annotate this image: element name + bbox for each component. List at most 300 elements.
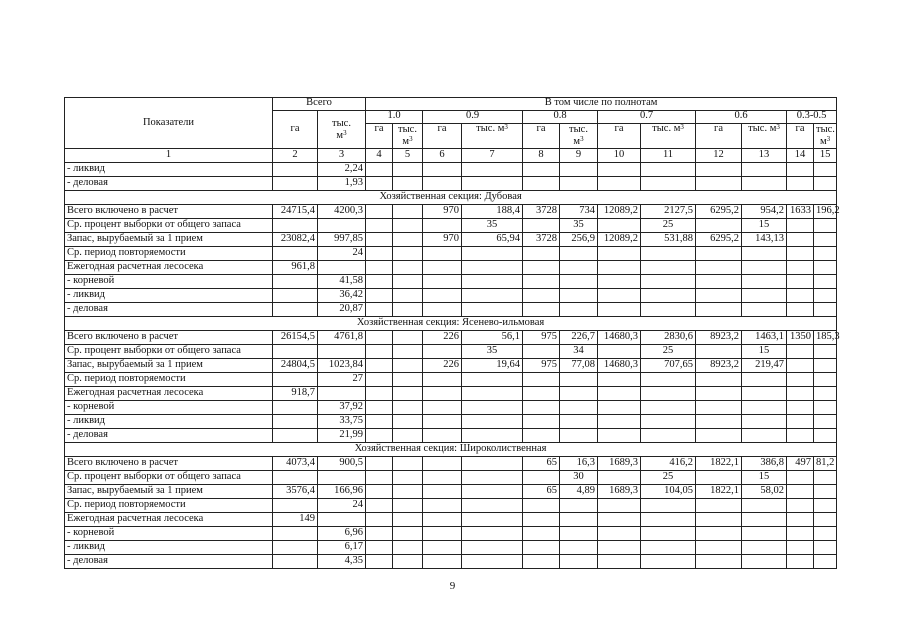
- header-volume: тыс. $м^3$: [560, 124, 598, 149]
- table-cell: [641, 275, 696, 289]
- table-cell: [641, 401, 696, 415]
- table-cell: [696, 345, 742, 359]
- table-cell: 15: [742, 471, 787, 485]
- table-cell: 4,35: [318, 555, 366, 569]
- table-cell: [273, 177, 318, 191]
- table-cell: [523, 289, 560, 303]
- table-cell: [366, 163, 393, 177]
- table-cell: [366, 345, 393, 359]
- table-row: [65, 289, 837, 303]
- table-cell: [787, 219, 814, 233]
- table-cell: [318, 471, 366, 485]
- row-label: - ликвид: [65, 163, 273, 177]
- table-cell: 33,75: [318, 415, 366, 429]
- row-label: - ликвид: [65, 289, 273, 303]
- table-cell: [787, 275, 814, 289]
- table-cell: [366, 485, 393, 499]
- table-cell: [462, 429, 523, 443]
- table-cell: [787, 415, 814, 429]
- column-number: 11: [641, 149, 696, 163]
- section-header-row: [65, 317, 837, 331]
- table-cell: 954,2: [742, 205, 787, 219]
- header-ha: га: [366, 124, 393, 149]
- table-cell: 386,8: [742, 457, 787, 471]
- table-cell: 16,3: [560, 457, 598, 471]
- table-cell: [814, 429, 837, 443]
- row-label: - корневой: [65, 401, 273, 415]
- header-density-2: 0.9: [423, 111, 523, 124]
- table-cell: 1,93: [318, 177, 366, 191]
- row-label: Ежегодная расчетная лесосека: [65, 387, 273, 401]
- row-label: Ср. период повторяемости: [65, 373, 273, 387]
- table-cell: [696, 289, 742, 303]
- column-number: 13: [742, 149, 787, 163]
- row-label: - ликвид: [65, 415, 273, 429]
- table-cell: [641, 513, 696, 527]
- table-cell: [393, 541, 423, 555]
- table-row: [65, 331, 837, 345]
- table-cell: [814, 219, 837, 233]
- table-cell: [696, 163, 742, 177]
- table-cell: 24: [318, 499, 366, 513]
- table-cell: [423, 247, 462, 261]
- table-cell: [641, 429, 696, 443]
- table-cell: [366, 541, 393, 555]
- table-cell: 21,99: [318, 429, 366, 443]
- table-cell: [814, 247, 837, 261]
- table-cell: [814, 261, 837, 275]
- table-cell: [393, 163, 423, 177]
- table-cell: [814, 499, 837, 513]
- section-header-row: [65, 191, 837, 205]
- table-cell: [393, 205, 423, 219]
- table-cell: [598, 261, 641, 275]
- table-cell: 1822,1: [696, 485, 742, 499]
- table-cell: [523, 247, 560, 261]
- table-cell: [787, 261, 814, 275]
- table-cell: 188,4: [462, 205, 523, 219]
- section-header-row: [65, 443, 837, 457]
- table-cell: [462, 401, 523, 415]
- table-cell: [393, 387, 423, 401]
- table-cell: [523, 471, 560, 485]
- table-row: [65, 555, 837, 569]
- table-cell: [366, 401, 393, 415]
- table-cell: [318, 387, 366, 401]
- table-cell: 8923,2: [696, 331, 742, 345]
- table-cell: [641, 415, 696, 429]
- table-cell: 34: [560, 345, 598, 359]
- table-cell: [523, 541, 560, 555]
- table-cell: [393, 471, 423, 485]
- table-cell: [462, 527, 523, 541]
- header-ha: га: [598, 124, 641, 149]
- table-cell: [598, 289, 641, 303]
- row-label: Ежегодная расчетная лесосека: [65, 261, 273, 275]
- table-cell: [560, 527, 598, 541]
- table-cell: [560, 541, 598, 555]
- table-cell: [366, 527, 393, 541]
- table-cell: [560, 247, 598, 261]
- header-ha: га: [787, 124, 814, 149]
- table-cell: [560, 177, 598, 191]
- table-cell: [423, 415, 462, 429]
- table-cell: [366, 219, 393, 233]
- table-cell: 707,65: [641, 359, 696, 373]
- page-number: 9: [449, 580, 456, 592]
- section-title: Хозяйственная секция: Широколиственная: [65, 443, 837, 457]
- header-by-density: В том числе по полнотам: [366, 98, 837, 111]
- table-cell: [814, 555, 837, 569]
- table-cell: 25: [641, 219, 696, 233]
- row-label: - деловая: [65, 303, 273, 317]
- table-cell: [641, 499, 696, 513]
- table-cell: [742, 555, 787, 569]
- row-label: - деловая: [65, 555, 273, 569]
- table-cell: [696, 401, 742, 415]
- table-cell: 975: [523, 331, 560, 345]
- table-cell: [787, 359, 814, 373]
- table-cell: [366, 373, 393, 387]
- table-cell: [273, 471, 318, 485]
- table-cell: [366, 331, 393, 345]
- table-row: [65, 457, 837, 471]
- table-cell: 6295,2: [696, 233, 742, 247]
- header-density-5: 0.6: [696, 111, 787, 124]
- header-volume: тыс. $м^3$: [814, 124, 837, 149]
- header-volume: тыс. $м^3$: [462, 124, 523, 149]
- table-cell: [423, 401, 462, 415]
- table-cell: [641, 247, 696, 261]
- table-cell: [814, 471, 837, 485]
- table-cell: [560, 387, 598, 401]
- table-cell: 3728: [523, 205, 560, 219]
- table-cell: [814, 289, 837, 303]
- table-cell: [787, 401, 814, 415]
- table-cell: [423, 429, 462, 443]
- table-cell: 65,94: [462, 233, 523, 247]
- table-cell: 918,7: [273, 387, 318, 401]
- column-number: 1: [65, 149, 273, 163]
- table-cell: 6,96: [318, 527, 366, 541]
- table-cell: [598, 373, 641, 387]
- table-cell: [696, 177, 742, 191]
- table-cell: 531,88: [641, 233, 696, 247]
- table-body: [65, 97, 840, 569]
- table-cell: 25: [641, 345, 696, 359]
- column-number: 4: [366, 149, 393, 163]
- row-label: Всего включено в расчет: [65, 457, 273, 471]
- table-cell: [814, 541, 837, 555]
- table-cell: [393, 345, 423, 359]
- table-cell: 8923,2: [696, 359, 742, 373]
- table-cell: [598, 527, 641, 541]
- table-cell: [787, 177, 814, 191]
- table-cell: [641, 527, 696, 541]
- row-label: Ср. период повторяемости: [65, 499, 273, 513]
- table-cell: [273, 527, 318, 541]
- header-row-1: [65, 98, 837, 111]
- table-cell: 65: [523, 457, 560, 471]
- table-cell: [273, 415, 318, 429]
- table-cell: [423, 275, 462, 289]
- table-cell: 1689,3: [598, 485, 641, 499]
- table-cell: 2830,6: [641, 331, 696, 345]
- table-cell: [696, 429, 742, 443]
- column-number: 5: [393, 149, 423, 163]
- table-cell: [318, 219, 366, 233]
- table-cell: [641, 555, 696, 569]
- table-cell: [366, 499, 393, 513]
- table-cell: 25: [641, 471, 696, 485]
- table-cell: [523, 275, 560, 289]
- table-cell: 734: [560, 205, 598, 219]
- table-cell: 143,13: [742, 233, 787, 247]
- table-cell: [273, 219, 318, 233]
- table-cell: [523, 513, 560, 527]
- table-cell: 1689,3: [598, 457, 641, 471]
- table-cell: [560, 513, 598, 527]
- table-cell: [462, 177, 523, 191]
- table-cell: [641, 163, 696, 177]
- table-cell: [814, 177, 837, 191]
- table-cell: [523, 499, 560, 513]
- table-cell: [696, 373, 742, 387]
- table-cell: [423, 555, 462, 569]
- table-row: [65, 499, 837, 513]
- column-number: 9: [560, 149, 598, 163]
- header-total-volume: тыс. $м^3$: [318, 111, 366, 149]
- row-label: Ср. процент выборки от общего запаса: [65, 471, 273, 485]
- table-cell: 3728: [523, 233, 560, 247]
- table-cell: [423, 177, 462, 191]
- table-cell: 24715,4: [273, 205, 318, 219]
- table-cell: 1463,1: [742, 331, 787, 345]
- table-cell: [366, 457, 393, 471]
- table-cell: [598, 177, 641, 191]
- table-cell: [523, 303, 560, 317]
- table-cell: [742, 303, 787, 317]
- table-cell: [696, 219, 742, 233]
- header-ha: га: [696, 124, 742, 149]
- table-cell: [393, 261, 423, 275]
- table-cell: 12089,2: [598, 205, 641, 219]
- table-cell: [560, 303, 598, 317]
- table-cell: 970: [423, 205, 462, 219]
- table-cell: [393, 233, 423, 247]
- table-cell: 30: [560, 471, 598, 485]
- table-cell: [742, 163, 787, 177]
- table-cell: 970: [423, 233, 462, 247]
- table-cell: [742, 527, 787, 541]
- table-cell: 37,92: [318, 401, 366, 415]
- table-row: [65, 247, 837, 261]
- row-label: Ср. период повторяемости: [65, 247, 273, 261]
- table-cell: [393, 177, 423, 191]
- table-cell: [366, 471, 393, 485]
- row-label: Запас, вырубаемый за 1 прием: [65, 359, 273, 373]
- table-cell: [523, 345, 560, 359]
- table-cell: [393, 415, 423, 429]
- table-cell: [814, 373, 837, 387]
- table-cell: [787, 373, 814, 387]
- table-cell: [523, 527, 560, 541]
- table-cell: 4,89: [560, 485, 598, 499]
- header-ha: га: [523, 124, 560, 149]
- table-cell: [523, 401, 560, 415]
- table-cell: [696, 541, 742, 555]
- table-cell: 975: [523, 359, 560, 373]
- table-cell: [393, 527, 423, 541]
- table-cell: [423, 345, 462, 359]
- table-cell: [742, 429, 787, 443]
- table-cell: [696, 247, 742, 261]
- table-cell: [598, 513, 641, 527]
- header-density-4: 0.7: [598, 111, 696, 124]
- table-cell: [560, 275, 598, 289]
- header-total-ha: га: [273, 111, 318, 149]
- table-cell: [273, 373, 318, 387]
- table-cell: 185,3: [814, 331, 837, 345]
- table-cell: [742, 499, 787, 513]
- table-cell: [462, 541, 523, 555]
- table-cell: [366, 177, 393, 191]
- table-cell: [423, 289, 462, 303]
- table-cell: [787, 387, 814, 401]
- table-cell: [787, 485, 814, 499]
- table-cell: [787, 429, 814, 443]
- table-cell: [787, 247, 814, 261]
- table-cell: [273, 541, 318, 555]
- table-cell: 15: [742, 219, 787, 233]
- row-label: Запас, вырубаемый за 1 прием: [65, 233, 273, 247]
- table-cell: [742, 415, 787, 429]
- table-cell: 961,8: [273, 261, 318, 275]
- table-cell: [366, 415, 393, 429]
- column-number: 14: [787, 149, 814, 163]
- table-cell: [598, 541, 641, 555]
- table-cell: [696, 555, 742, 569]
- table-cell: 12089,2: [598, 233, 641, 247]
- table-cell: [273, 303, 318, 317]
- table-cell: [598, 303, 641, 317]
- table-cell: [787, 233, 814, 247]
- table-cell: [366, 513, 393, 527]
- table-cell: 26154,5: [273, 331, 318, 345]
- table-cell: [696, 303, 742, 317]
- table-cell: [742, 401, 787, 415]
- table-cell: [814, 513, 837, 527]
- column-number: 3: [318, 149, 366, 163]
- table-cell: [462, 387, 523, 401]
- table-cell: [598, 401, 641, 415]
- table-cell: 6,17: [318, 541, 366, 555]
- table-cell: [366, 247, 393, 261]
- table-cell: [318, 513, 366, 527]
- table-cell: [696, 261, 742, 275]
- table-cell: [393, 429, 423, 443]
- column-number: 8: [523, 149, 560, 163]
- table-cell: [393, 219, 423, 233]
- table-cell: [462, 415, 523, 429]
- table-cell: [423, 373, 462, 387]
- table-cell: [423, 387, 462, 401]
- table-cell: [393, 401, 423, 415]
- table-cell: [598, 275, 641, 289]
- table-cell: [423, 541, 462, 555]
- table-cell: [462, 373, 523, 387]
- section-title: Хозяйственная секция: Дубовая: [65, 191, 837, 205]
- felling-calculation-table: [64, 97, 840, 569]
- table-cell: [423, 219, 462, 233]
- table-cell: 24804,5: [273, 359, 318, 373]
- table-cell: [273, 499, 318, 513]
- table-cell: 24: [318, 247, 366, 261]
- table-cell: [393, 457, 423, 471]
- table-cell: [393, 331, 423, 345]
- header-density-1: 1.0: [366, 111, 423, 124]
- table-cell: [696, 471, 742, 485]
- table-cell: [560, 429, 598, 443]
- table-cell: [787, 289, 814, 303]
- table-cell: [598, 471, 641, 485]
- table-cell: [462, 275, 523, 289]
- table-cell: 6295,2: [696, 205, 742, 219]
- row-label: - деловая: [65, 177, 273, 191]
- table-cell: 35: [462, 345, 523, 359]
- table-cell: [523, 219, 560, 233]
- row-label: - ликвид: [65, 541, 273, 555]
- table-cell: [696, 513, 742, 527]
- column-number: 7: [462, 149, 523, 163]
- table-cell: [742, 387, 787, 401]
- table-cell: [273, 555, 318, 569]
- table-cell: [393, 275, 423, 289]
- table-cell: [318, 261, 366, 275]
- table-cell: [318, 345, 366, 359]
- table-cell: 65: [523, 485, 560, 499]
- table-cell: [393, 555, 423, 569]
- table-cell: [423, 485, 462, 499]
- table-cell: 14680,3: [598, 331, 641, 345]
- table-cell: [393, 373, 423, 387]
- table-cell: [787, 163, 814, 177]
- table-cell: [598, 219, 641, 233]
- table-cell: 1822,1: [696, 457, 742, 471]
- table-cell: [598, 555, 641, 569]
- table-cell: [560, 373, 598, 387]
- header-volume: тыс. $м^3$: [742, 124, 787, 149]
- table-cell: [462, 457, 523, 471]
- header-total: Всего: [273, 98, 366, 111]
- table-cell: [787, 555, 814, 569]
- table-cell: [523, 387, 560, 401]
- table-row: [65, 275, 837, 289]
- table-cell: [366, 303, 393, 317]
- table-cell: [366, 289, 393, 303]
- table-cell: [462, 303, 523, 317]
- table-cell: [787, 513, 814, 527]
- table-cell: [273, 345, 318, 359]
- table-cell: [641, 289, 696, 303]
- table-cell: [787, 471, 814, 485]
- table-cell: [742, 261, 787, 275]
- table-cell: [560, 415, 598, 429]
- table-cell: [273, 163, 318, 177]
- row-label: - корневой: [65, 275, 273, 289]
- table-row: [65, 219, 837, 233]
- table-cell: [273, 401, 318, 415]
